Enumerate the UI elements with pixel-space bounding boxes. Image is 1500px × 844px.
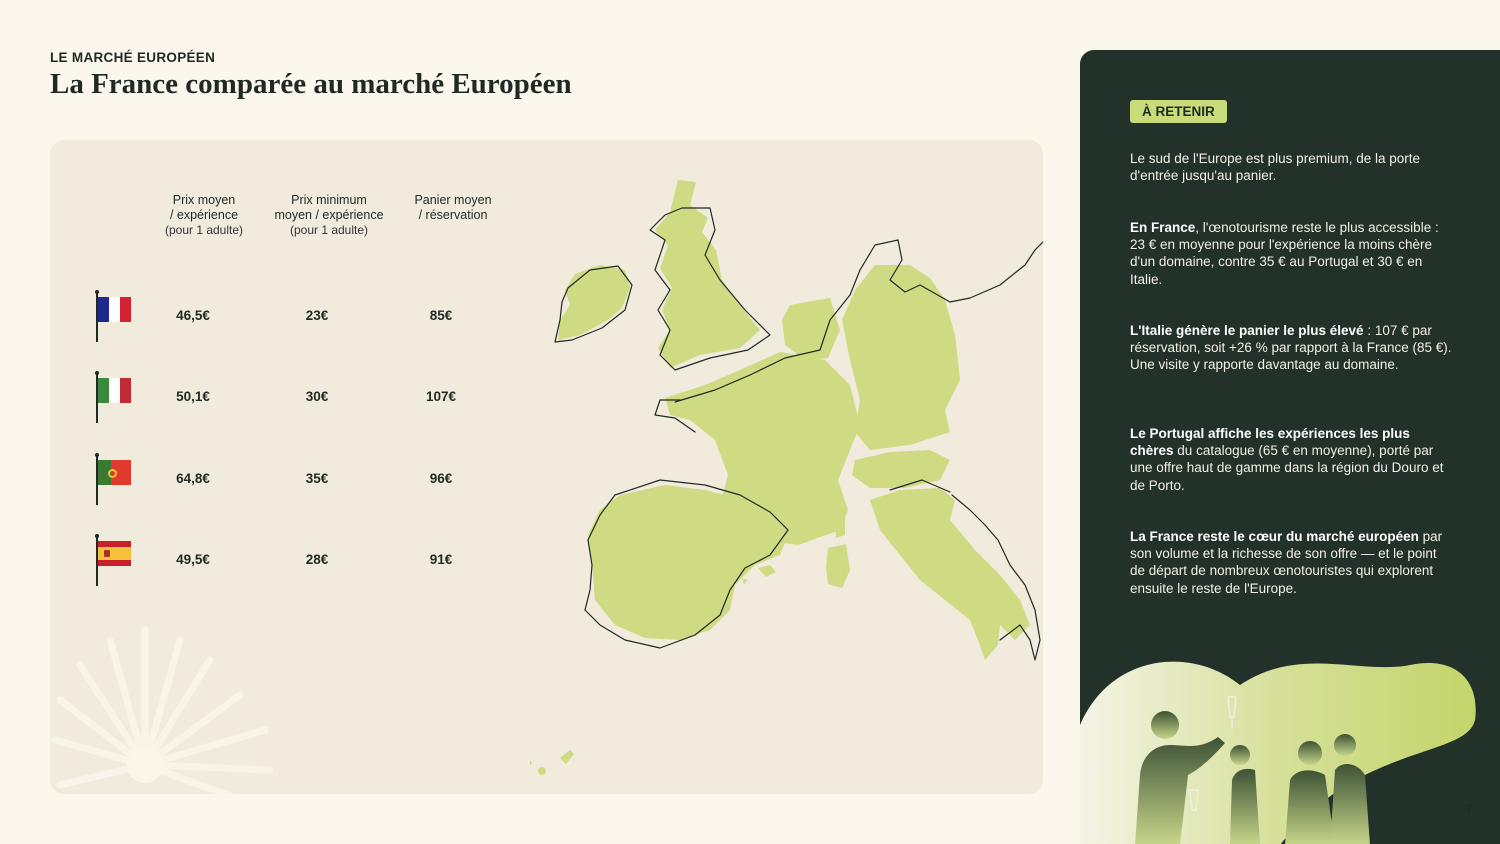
ireland-shape <box>558 265 630 340</box>
min-price-value: 30€ <box>305 389 329 404</box>
balearic-shape <box>758 565 776 577</box>
retenir-badge: À RETENIR <box>1130 100 1227 123</box>
spain-flag-icon <box>94 536 134 588</box>
avg-basket-value: 85€ <box>429 308 453 323</box>
takeaway-portugal: Le Portugal affiche les expériences les plus chères du catalogue (65 € en moyenne), porté par une offre haut de gamme dans la région du Douro et de Porto. <box>1130 426 1444 493</box>
column-header-avg-price: Prix moyen / expérience (pour 1 adulte) <box>164 193 244 237</box>
balearic-shape-2 <box>742 578 748 584</box>
takeaway-france: En France, l'œnotourisme reste le plus accessible : 23 € en moyenne pour l'expérience la moins chère d'un domaine, contre 35 € au Portugal et 30 € en Italie. <box>1130 220 1439 287</box>
page-title: La France comparée au marché Européen <box>50 68 572 100</box>
takeaway-italy: L'Italie génère le panier le plus élevé : 107 € par réservation, soit +26 % par rapport à la France (85 €). Une visite y rapporte davantage au domaine. <box>1130 323 1452 373</box>
avg-price-value: 50,1€ <box>176 389 210 404</box>
key-takeaways-panel <box>1080 50 1500 844</box>
sunburst-decoration <box>50 610 300 794</box>
portugal-flag-icon <box>94 455 134 507</box>
column-header-avg-basket: Panier moyen / réservation <box>414 193 492 222</box>
avg-basket-value: 107€ <box>425 389 457 404</box>
people-toasting-illustration <box>1080 645 1500 844</box>
sardinia-shape <box>826 544 850 588</box>
table-row-spain <box>50 536 530 592</box>
germany-shape <box>842 265 960 450</box>
takeaway-france-heart: La France reste le cœur du marché européen par son volume et la richesse de son offre — et le point de départ de nombreux œnotouristes qui explorent ensuite le reste de l'Europe. <box>1130 529 1443 596</box>
min-price-value: 23€ <box>305 308 329 323</box>
table-row-italy <box>50 373 530 429</box>
takeaway-intro: Le sud de l'Europe est plus premium, de la porte d'entrée jusqu'au panier. <box>1130 151 1420 184</box>
comparison-card <box>50 140 1043 794</box>
canary-shape-2 <box>530 756 532 767</box>
alps-shape <box>852 450 950 488</box>
france-flag-icon <box>94 292 134 344</box>
europe-map <box>530 170 1043 790</box>
italy-flag-icon <box>94 373 134 425</box>
avg-price-value: 46,5€ <box>176 308 210 323</box>
canary-shape-3 <box>560 750 574 764</box>
avg-price-value: 49,5€ <box>176 552 210 567</box>
min-price-value: 28€ <box>305 552 329 567</box>
column-header-min-price: Prix minimum moyen / expérience (pour 1 adulte) <box>274 193 384 237</box>
section-eyebrow: LE MARCHÉ EUROPÉEN <box>50 50 216 65</box>
table-row-portugal <box>50 455 530 511</box>
avg-basket-value: 91€ <box>429 552 453 567</box>
page-number: 7 <box>1466 802 1473 816</box>
avg-basket-value: 96€ <box>429 471 453 486</box>
italy-shape <box>870 488 1030 660</box>
min-price-value: 35€ <box>305 471 329 486</box>
avg-price-value: 64,8€ <box>176 471 210 486</box>
benelux-shape <box>782 298 840 360</box>
table-row-france <box>50 292 530 348</box>
